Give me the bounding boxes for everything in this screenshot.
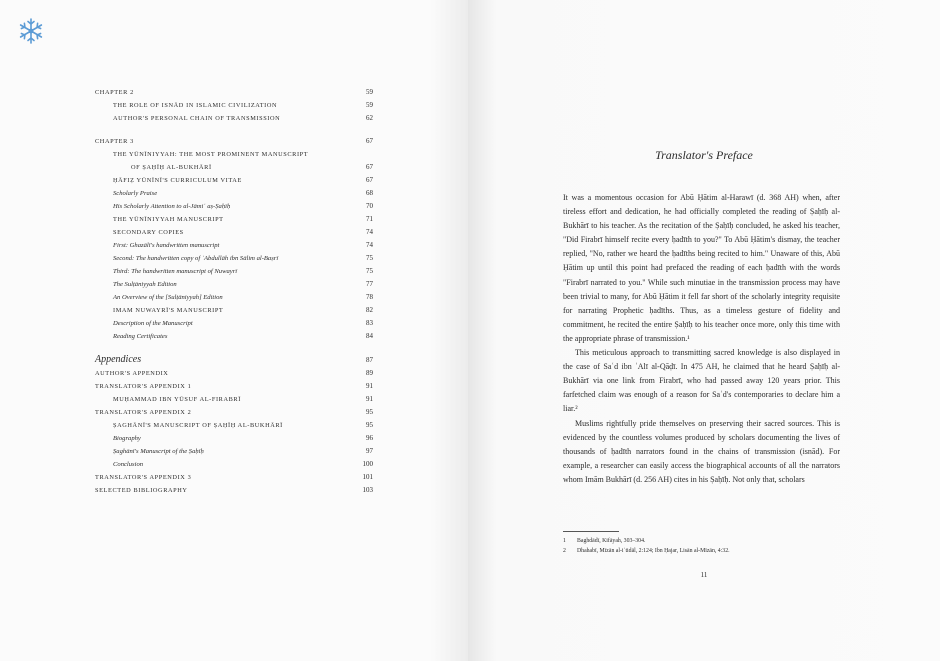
toc-entry-title: AUTHOR'S APPENDIX xyxy=(95,370,169,377)
footnote-number: 2 xyxy=(563,548,566,554)
toc-entry-page: 89 xyxy=(366,369,373,377)
toc-entry-page: 67 xyxy=(366,176,373,184)
right-page xyxy=(468,0,940,661)
toc-entry-page: 62 xyxy=(366,114,373,122)
footnote-text: Baghdādī, Kifāyah, 303–304. xyxy=(577,538,646,544)
toc-entry[interactable] xyxy=(95,239,373,252)
toc-entry-page: 91 xyxy=(366,382,373,390)
toc-entry-page: 87 xyxy=(366,356,373,364)
toc-entry-title: His Scholarly Attention to al-Jāmiʿ aṣ-Ṣaḥīḥ xyxy=(113,203,231,210)
footnote-number: 1 xyxy=(563,538,566,544)
snowflake-logo-icon[interactable] xyxy=(17,17,45,45)
footnote-text: Dhahabī, Mīzān al-iʿtidāl, 2:124; Ibn Ḥajar, Lisān al-Mīzān, 4:32. xyxy=(577,548,730,554)
toc-entry[interactable] xyxy=(95,265,373,278)
footnote xyxy=(563,536,840,546)
toc-entry-title: Reading Certificates xyxy=(113,333,168,340)
toc-entry-title: THE YŪNĪNIYYAH MANUSCRIPT xyxy=(113,216,224,223)
toc-entry-page: 101 xyxy=(362,473,373,481)
toc-entry-title: ṢAGHĀNĪ'S MANUSCRIPT OF ṢAḤĪḤ AL-BUKHĀRĪ xyxy=(113,422,283,429)
toc-entry[interactable] xyxy=(95,393,373,406)
toc-entry-page: 78 xyxy=(366,293,373,301)
toc-entry-title: CHAPTER 3 xyxy=(95,138,134,145)
toc-entry-page: 82 xyxy=(366,306,373,314)
toc-entry-title: An Overview of the [Sulṭāniyyah] Edition xyxy=(113,294,223,301)
preface-paragraph: Muslims rightfully pride themselves on preserving their sacred sources. This is evidenced by the countless volumes produced by scholars documenting the lives of thousands of ḥadīth narrators found in the chains of transmission (isnād). For example, a researcher can easily access the biographical accounts of all the narrators whom Imām Bukhārī (d. 256 AH) cites in his Ṣaḥīḥ. Not only that, scholars xyxy=(563,418,840,484)
toc-entry-title: The Sulṭāniyyah Edition xyxy=(113,281,177,288)
toc-entry-page: 67 xyxy=(366,137,373,145)
toc-entry-page: 83 xyxy=(366,319,373,327)
toc-entry[interactable] xyxy=(95,406,373,419)
toc-entry-page: 100 xyxy=(362,460,373,468)
toc-entry-title: ḤĀFIẒ YŪNĪNĪ'S CURRICULUM VITAE xyxy=(113,177,242,184)
toc-entry[interactable] xyxy=(95,304,373,317)
toc-entry[interactable] xyxy=(95,187,373,200)
preface-body xyxy=(563,191,840,487)
toc-entry-page: 75 xyxy=(366,267,373,275)
toc-entry[interactable] xyxy=(95,471,373,484)
preface-title: Translator's Preface xyxy=(655,148,753,162)
toc-entry-title: Second: The handwritten copy of ʿAbdullāh ibn Sālim al-Baṣrī xyxy=(113,255,279,262)
toc-entry-page: 95 xyxy=(366,408,373,416)
toc-entry-page: 59 xyxy=(366,88,373,96)
preface-paragraph: This meticulous approach to transmitting sacred knowledge is also displayed in the case of Saʿd ibn ʿAlī al-Qāḍī. In 475 AH, he claimed that he heard Ṣaḥīḥ al-Bukhārī via one link from Firabrī, who had passed away 120 years prior. This farfetched claim was enough of a reason for Saʿd's contemporaries to declare him a liar.² xyxy=(563,348,840,414)
toc-entry[interactable] xyxy=(95,278,373,291)
toc-entry-title: Description of the Manuscript xyxy=(113,320,193,327)
toc-entry[interactable] xyxy=(95,252,373,265)
toc-entry[interactable] xyxy=(95,445,373,458)
toc-entry-title: Scholarly Praise xyxy=(113,190,158,197)
left-page xyxy=(0,0,468,661)
toc-entry-page: 74 xyxy=(366,228,373,236)
toc-entry-title: First: Ghazālī's handwritten manuscript xyxy=(113,242,220,249)
toc-entry-page: 68 xyxy=(366,189,373,197)
toc-entry[interactable] xyxy=(95,148,373,161)
toc-entry-page: 71 xyxy=(366,215,373,223)
footnote xyxy=(563,546,840,556)
toc-entry[interactable] xyxy=(95,99,373,112)
toc-entry-page: 74 xyxy=(366,241,373,249)
toc-entry[interactable] xyxy=(95,112,373,125)
toc-spacer xyxy=(95,343,373,353)
toc-entry[interactable] xyxy=(95,317,373,330)
toc-entry-title: MUḤAMMAD IBN YŪSUF AL-FIRABRĪ xyxy=(113,396,241,403)
toc-entry[interactable] xyxy=(95,419,373,432)
toc-spacer xyxy=(95,125,373,135)
toc-entry-page: 96 xyxy=(366,434,373,442)
toc-entry-title: OF ṢAḤĪḤ AL-BUKHĀRĪ xyxy=(131,164,212,171)
toc-entry[interactable] xyxy=(95,161,373,174)
toc-entry-page: 67 xyxy=(366,163,373,171)
toc-entry-page: 95 xyxy=(366,421,373,429)
toc-entry-title: AUTHOR'S PERSONAL CHAIN OF TRANSMISSION xyxy=(113,115,281,122)
toc-entry[interactable] xyxy=(95,330,373,343)
toc-entry-title: CHAPTER 2 xyxy=(95,89,134,96)
toc-entry-page: 70 xyxy=(366,202,373,210)
toc-entry[interactable] xyxy=(95,86,373,99)
toc-entry-title: TRANSLATOR'S APPENDIX 2 xyxy=(95,409,192,416)
toc-entry[interactable] xyxy=(95,200,373,213)
table-of-contents xyxy=(95,86,373,497)
toc-entry[interactable] xyxy=(95,226,373,239)
toc-entry-title: IMAM NUWAYRĪ'S MANUSCRIPT xyxy=(113,307,224,314)
toc-entry[interactable] xyxy=(95,353,373,367)
preface-paragraph: It was a momentous occasion for Abū Ḥātim al-Harawī (d. 368 AH) when, after tireless effort and dedication, he had officially completed the reading of Ṣaḥīḥ al-Bukhārī to his teacher. As the recitation of the Ṣaḥīḥ concluded, he asked his teacher, "Did Firabrī himself recite every ḥadīth to you?" To Abū Ḥātim's dismay, the teacher replied, "No, rather we heard the ḥadīths being recited to him." Unaware of this, Abū Ḥātim up until this point had prefaced the reading of each ḥadīth with the words "Firabrī narrated to you." While such minutiae in the transmission process may have been trivial to many, for Abū Ḥātim it fell far short of the scholarly integrity requisite for narrating Prophetic ḥadīths. Thus, as a timeless gesture of fidelity and commitment, he recited the entire Ṣaḥīḥ to his teacher once more, only this time with the appropriate phrase of transmission.¹ xyxy=(563,193,840,343)
toc-entry-page: 97 xyxy=(366,447,373,455)
toc-entry[interactable] xyxy=(95,458,373,471)
toc-entry-title: THE YŪNĪNIYYAH: THE MOST PROMINENT MANUSCRIPT xyxy=(113,151,309,158)
toc-entry-title: TRANSLATOR'S APPENDIX 3 xyxy=(95,474,192,481)
toc-entry[interactable] xyxy=(95,135,373,148)
toc-entry-title: Appendices xyxy=(95,354,142,365)
toc-entry[interactable] xyxy=(95,367,373,380)
footnote-rule xyxy=(563,531,619,532)
toc-entry[interactable] xyxy=(95,380,373,393)
toc-entry[interactable] xyxy=(95,432,373,445)
toc-entry-title: SECONDARY COPIES xyxy=(113,229,184,236)
toc-entry-title: Ṣaghānī's Manuscript of the Ṣaḥīḥ xyxy=(113,448,204,455)
toc-entry-title: SELECTED BIBLIOGRAPHY xyxy=(95,487,188,494)
toc-entry-title: Biography xyxy=(113,435,141,442)
toc-entry-page: 103 xyxy=(362,486,373,494)
toc-entry-title: THE ROLE OF ISNĀD IN ISLAMIC CIVILIZATION xyxy=(113,102,278,109)
toc-entry-title: Conclusion xyxy=(113,461,144,468)
toc-entry-page: 77 xyxy=(366,280,373,288)
toc-entry[interactable] xyxy=(95,291,373,304)
toc-entry[interactable] xyxy=(95,484,373,497)
toc-entry-page: 91 xyxy=(366,395,373,403)
toc-entry[interactable] xyxy=(95,174,373,187)
toc-entry-title: TRANSLATOR'S APPENDIX 1 xyxy=(95,383,192,390)
toc-entry-page: 75 xyxy=(366,254,373,262)
toc-entry[interactable] xyxy=(95,213,373,226)
toc-entry-page: 84 xyxy=(366,332,373,340)
page-number: 11 xyxy=(700,571,708,579)
footnotes xyxy=(563,536,840,556)
toc-entry-page: 59 xyxy=(366,101,373,109)
toc-entry-title: Third: The handwritten manuscript of Nuwayrī xyxy=(113,268,238,275)
